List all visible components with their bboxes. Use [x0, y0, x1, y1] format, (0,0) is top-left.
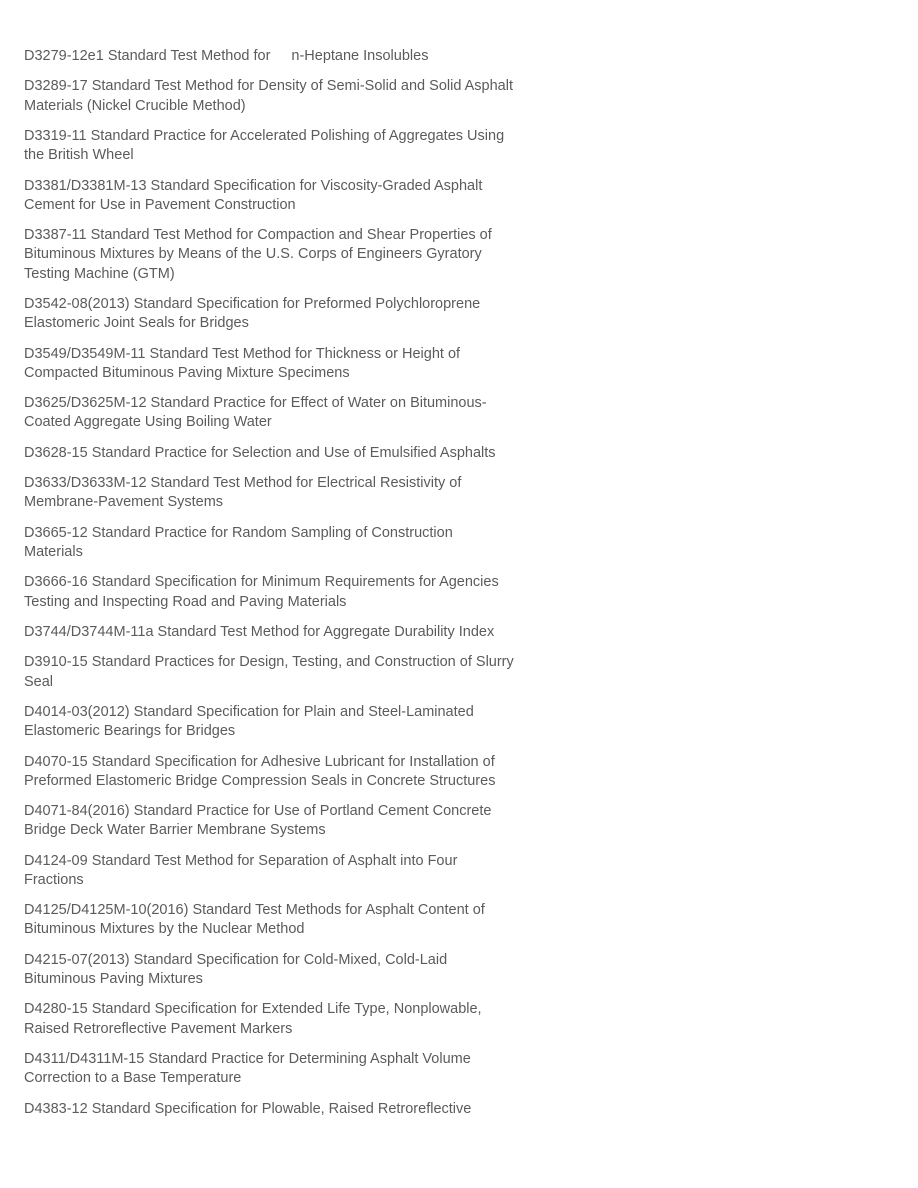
list-item: D3319-11 Standard Practice for Accelerated Polishing of Aggregates Using the British Wheel	[24, 127, 505, 164]
list-item: D4311/D4311M-15 Standard Practice for Determining Asphalt Volume Correction to a Base Temperature	[24, 1051, 471, 1087]
entry-text-part2: n-Heptane Insolubles	[291, 48, 429, 64]
list-item	[24, 47, 514, 66]
list-item: D3625/D3625M-12 Standard Practice for Effect of Water on Bituminous-Coated Aggregate Using Boiling Water	[24, 395, 487, 431]
list-item: D3910-15 Standard Practices for Design, Testing, and Construction of Slurry Seal	[24, 654, 514, 690]
list-item: D4383-12 Standard Specification for Plowable, Raised Retroreflective	[24, 1100, 472, 1117]
list-item: D3381/D3381M-13 Standard Specification for Viscosity-Graded Asphalt Cement for Use in Pavement Construction	[24, 177, 483, 213]
list-item: D3633/D3633M-12 Standard Test Method for Electrical Resistivity of Membrane-Pavement Systems	[24, 475, 462, 511]
list-item: D3628-15 Standard Practice for Selection and Use of Emulsified Asphalts	[24, 444, 496, 461]
list-item: D4070-15 Standard Specification for Adhesive Lubricant for Installation of Preformed Elastomeric Bridge Compression Seals in Concrete Structures	[24, 753, 496, 789]
list-item: D4014-03(2012) Standard Specification for Plain and Steel-Laminated Elastomeric Bearings for Bridges	[24, 703, 474, 740]
list-item: D3387-11 Standard Test Method for Compaction and Shear Properties of Bituminous Mixtures by Means of the U.S. Corps of Engineers Gyratory Testing Machine (GTM)	[24, 227, 492, 282]
list-item: D3744/D3744M-11a Standard Test Method for Aggregate Durability Index	[24, 623, 495, 640]
list-item: D4215-07(2013) Standard Specification for Cold-Mixed, Cold-Laid Bituminous Paving Mixtures	[24, 951, 448, 988]
list-item: D4125/D4125M-10(2016) Standard Test Methods for Asphalt Content of Bituminous Mixtures by the Nuclear Method	[24, 902, 485, 938]
list-item: D3549/D3549M-11 Standard Test Method for Thickness or Height of Compacted Bituminous Paving Mixture Specimens	[24, 345, 461, 381]
entry-text-part1: D3279-12e1 Standard Test Method for	[24, 48, 271, 64]
standards-list	[24, 47, 514, 1130]
list-item: D4071-84(2016) Standard Practice for Use of Portland Cement Concrete Bridge Deck Water Barrier Membrane Systems	[24, 803, 492, 839]
list-item: D4280-15 Standard Specification for Extended Life Type, Nonplowable, Raised Retroreflective Pavement Markers	[24, 1001, 482, 1037]
list-item: D3665-12 Standard Practice for Random Sampling of Construction Materials	[24, 524, 453, 560]
list-item: D3542-08(2013) Standard Specification for Preformed Polychloroprene Elastomeric Joint Seals for Bridges	[24, 295, 481, 332]
list-item: D3289-17 Standard Test Method for Density of Semi-Solid and Solid Asphalt Materials (Nickel Crucible Method)	[24, 78, 513, 114]
list-item: D4124-09 Standard Test Method for Separation of Asphalt into Four Fractions	[24, 852, 458, 888]
list-item: D3666-16 Standard Specification for Minimum Requirements for Agencies Testing and Inspecting Road and Paving Materials	[24, 574, 499, 610]
